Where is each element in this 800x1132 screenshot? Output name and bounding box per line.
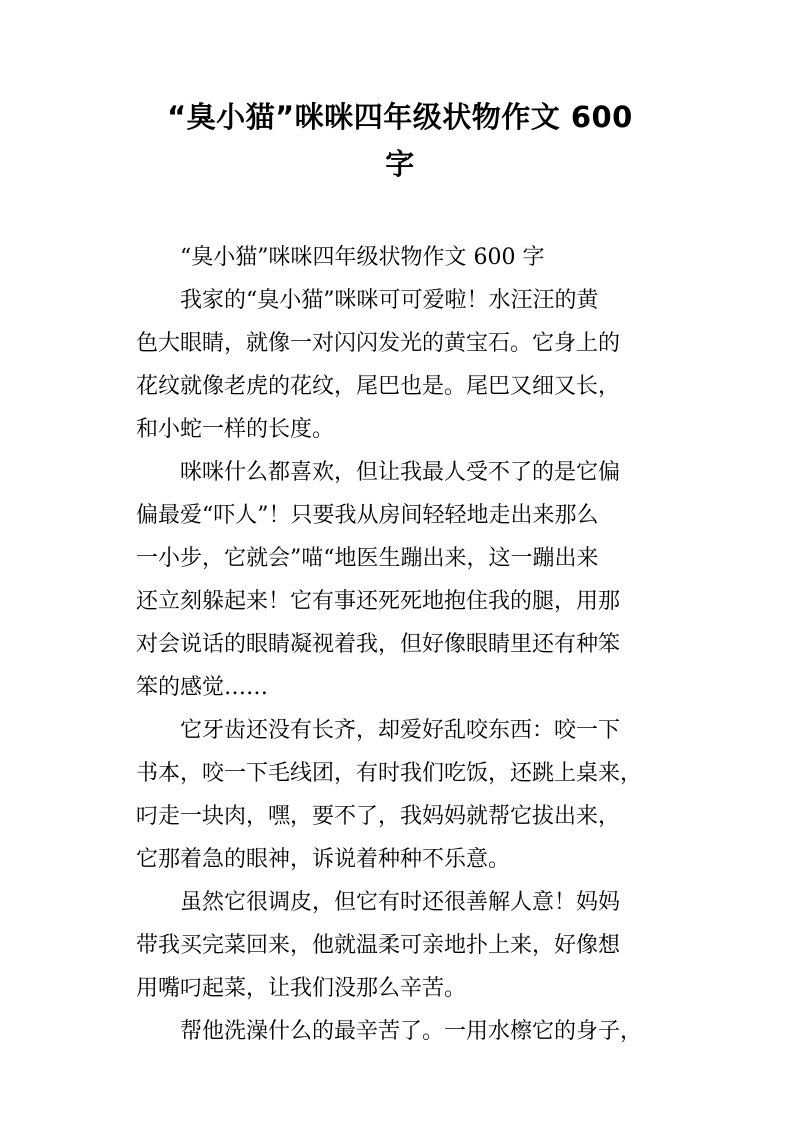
title-line: “臭小猫”咪咪四年级状物作文 600 [167, 100, 633, 134]
paragraph [136, 451, 676, 709]
text-line: 它那着急的眼神，诉说着种种不乐意。 [136, 847, 511, 872]
paragraph [136, 709, 676, 881]
text-line: 对会说话的眼睛凝视着我，但好像眼睛里还有种笨 [136, 632, 621, 657]
title-line: 字 [385, 147, 415, 181]
text-line: 还立刻躲起来！它有事还死死地抱住我的腿，用那 [136, 589, 621, 614]
paragraph [136, 279, 676, 451]
document-body [136, 236, 676, 1053]
text-line: 用嘴叼起菜，让我们没那么辛苦。 [136, 976, 467, 1001]
text-line: 叼走一块肉，嘿，要不了，我妈妈就帮它拔出来， [136, 804, 621, 829]
text-line: 帮他洗澡什么的最辛苦了。一用水檫它的身子， [180, 1019, 643, 1044]
paragraph-heading [136, 236, 676, 279]
text-line: “臭小猫”咪咪四年级状物作文 600 字 [180, 245, 545, 270]
document-title [140, 94, 660, 188]
text-line: 虽然它很调皮，但它有时还很善解人意！妈妈 [180, 890, 621, 915]
text-line: 带我买完菜回来，他就温柔可亲地扑上来，好像想 [136, 933, 621, 958]
text-line: 和小蛇一样的长度。 [136, 417, 335, 442]
text-line: 色大眼睛，就像一对闪闪发光的黄宝石。它身上的 [136, 331, 621, 356]
text-line: 一小步，它就会”喵“地医生蹦出来，这一蹦出来 [136, 546, 599, 571]
text-line: 书本，咬一下毛线团，有时我们吃饭，还跳上桌来， [136, 761, 643, 786]
text-line: 偏最爱“吓人”！只要我从房间轻轻地走出来那么 [136, 503, 599, 528]
text-line: 咪咪什么都喜欢，但让我最人受不了的是它偏 [180, 460, 621, 485]
text-line: 花纹就像老虎的花纹，尾巴也是。尾巴又细又长， [136, 374, 621, 399]
text-line: 我家的“臭小猫”咪咪可可爱啦！水汪汪的黄 [180, 288, 599, 313]
text-line: 它牙齿还没有长齐，却爱好乱咬东西：咬一下 [180, 718, 621, 743]
paragraph [136, 1010, 676, 1053]
paragraph [136, 881, 676, 1010]
text-line: 笨的感觉…… [136, 675, 269, 700]
